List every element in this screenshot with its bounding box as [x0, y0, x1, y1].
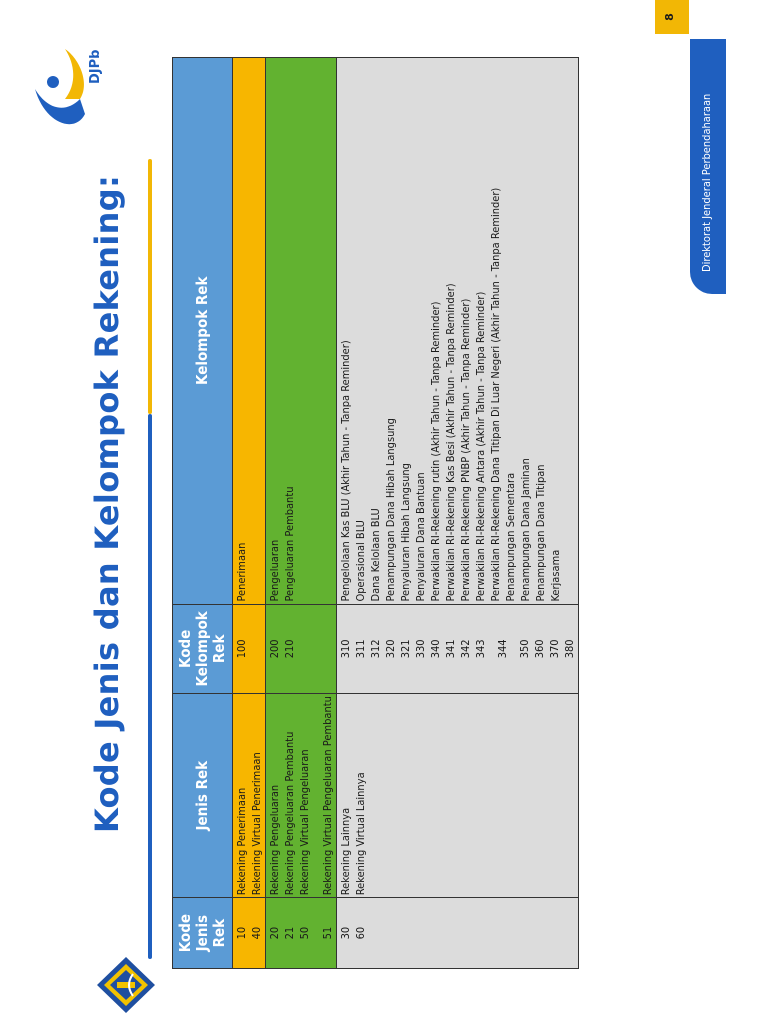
kelompok-value: Dana Kelolaan BLU	[369, 508, 382, 602]
cell-jenis	[266, 694, 337, 898]
header-kode-jenis: Kode Jenis Rek	[173, 898, 233, 969]
kode-kelompok-value: 311	[354, 639, 367, 659]
header-kode-kelompok: Kode Kelompok Rek	[173, 604, 233, 694]
kelompok-value: Penampungan Sementara	[504, 472, 517, 602]
table-row-penerimaan	[233, 58, 266, 969]
header-jenis: Jenis Rek	[173, 694, 233, 898]
jenis-value: Rekening Pengeluaran	[268, 784, 281, 896]
kelompok-value: Penampungan Dana Jaminan	[519, 458, 532, 602]
table-header-row	[173, 58, 233, 969]
kelompok-value: Penampungan Dana Titipan	[534, 464, 547, 602]
jenis-value: Rekening Pengeluaran Pembantu	[283, 731, 296, 896]
kode-kelompok-value: 320	[384, 639, 397, 659]
kelompok-value: Penyaluran Hibah Langsung	[399, 463, 412, 602]
footer-org: Direktorat Jenderal Perbendaharaan	[700, 93, 713, 272]
cell-kelompok	[337, 58, 579, 605]
kelompok-value: Perwakilan RI-Rekening PNBP (Akhir Tahun - Tanpa Reminder)	[459, 298, 472, 602]
kode-jenis-value: 60	[354, 926, 367, 940]
header-kelompok: Kelompok Rek	[173, 58, 233, 605]
kelompok-value: Pengeluaran	[268, 539, 281, 602]
jenis-value: Rekening Virtual Pengeluaran	[298, 749, 311, 896]
jenis-value: Rekening Penerimaan	[235, 787, 248, 896]
cell-jenis	[337, 694, 579, 898]
table-row-pengeluaran	[266, 58, 337, 969]
kode-kelompok-value: 200	[268, 639, 281, 659]
kode-kelompok-value: 350	[518, 639, 531, 659]
kode-kelompok-value: 370	[548, 639, 561, 659]
kode-kelompok-value: 312	[369, 639, 382, 659]
kelompok-value: Pengeluaran Pembantu	[283, 486, 296, 602]
cell-kelompok	[233, 58, 266, 605]
kode-jenis-value: 21	[283, 926, 296, 940]
kelompok-value: Operasional BLU	[354, 520, 367, 602]
kelompok-value: Perwakilan RI-Rekening Antara (Akhir Tahun - Tanpa Reminder)	[474, 291, 487, 602]
kode-jenis-value: 10	[235, 926, 248, 940]
kode-kelompok-value: 330	[414, 639, 427, 659]
cell-kode-kelompok	[233, 604, 266, 694]
page-number: 8	[663, 13, 676, 21]
kode-jenis-value: 50	[298, 926, 311, 940]
kemenkeu-logo-icon	[95, 954, 157, 1016]
kelompok-value: Perwakilan RI-Rekening Kas Besi (Akhir Tahun - Tanpa Reminder)	[444, 283, 457, 602]
kode-kelompok-value: 210	[283, 639, 296, 659]
cell-jenis	[233, 694, 266, 898]
kode-kelompok-value: 321	[399, 639, 412, 659]
rekening-table	[172, 57, 579, 969]
kode-kelompok-value: 360	[533, 639, 546, 659]
kelompok-value: Pengelolaan Kas BLU (Akhir Tahun - Tanpa Reminder)	[339, 340, 352, 602]
cell-kode-kelompok	[266, 604, 337, 694]
kode-jenis-value: 20	[268, 926, 281, 940]
cell-kode-jenis	[233, 898, 266, 969]
title-underline-gold	[148, 159, 152, 414]
page-title: Kode Jenis dan Kelompok Rekening:	[88, 174, 126, 834]
kode-kelompok-value: 343	[474, 639, 487, 659]
kode-kelompok-value: 341	[444, 639, 457, 659]
cell-kode-jenis	[266, 898, 337, 969]
kode-kelompok-value: 342	[459, 639, 472, 659]
kode-jenis-value: 51	[321, 926, 334, 940]
kelompok-value: Penerimaan	[235, 542, 248, 602]
cell-kelompok	[266, 58, 337, 605]
kelompok-value: Kerjasama	[549, 549, 562, 602]
kode-kelompok-value: 380	[563, 639, 576, 659]
cell-kode-kelompok	[337, 604, 579, 694]
kode-kelompok-value: 340	[429, 639, 442, 659]
kode-jenis-value: 30	[339, 926, 352, 940]
kelompok-value: Perwakilan RI-Rekening rutin (Akhir Tahun - Tanpa Reminder)	[429, 301, 442, 602]
kode-kelompok-value: 344	[496, 639, 509, 659]
table-row-lainnya	[337, 58, 579, 969]
jenis-value: Rekening Virtual Penerimaan	[250, 752, 263, 896]
kelompok-value: Penyaluran Dana Bantuan	[414, 472, 427, 602]
kelompok-value: Penampungan Dana Hibah Langsung	[384, 418, 397, 602]
kelompok-value: Perwakilan RI-Rekening Dana Titipan Di Luar Negeri (Akhir Tahun - Tanpa Reminder)	[489, 187, 502, 602]
title-underline-blue	[148, 414, 152, 959]
kode-jenis-value: 40	[250, 926, 263, 940]
cell-kode-jenis	[337, 898, 579, 969]
kode-kelompok-value: 310	[339, 639, 352, 659]
jenis-value: Rekening Lainnya	[339, 807, 352, 896]
jenis-value: Rekening Virtual Pengeluaran Pembantu	[321, 696, 334, 896]
jenis-value: Rekening Virtual Lainnya	[354, 772, 367, 896]
kode-kelompok-value: 100	[235, 639, 248, 659]
djpb-logo-text: DJPb	[88, 49, 103, 84]
